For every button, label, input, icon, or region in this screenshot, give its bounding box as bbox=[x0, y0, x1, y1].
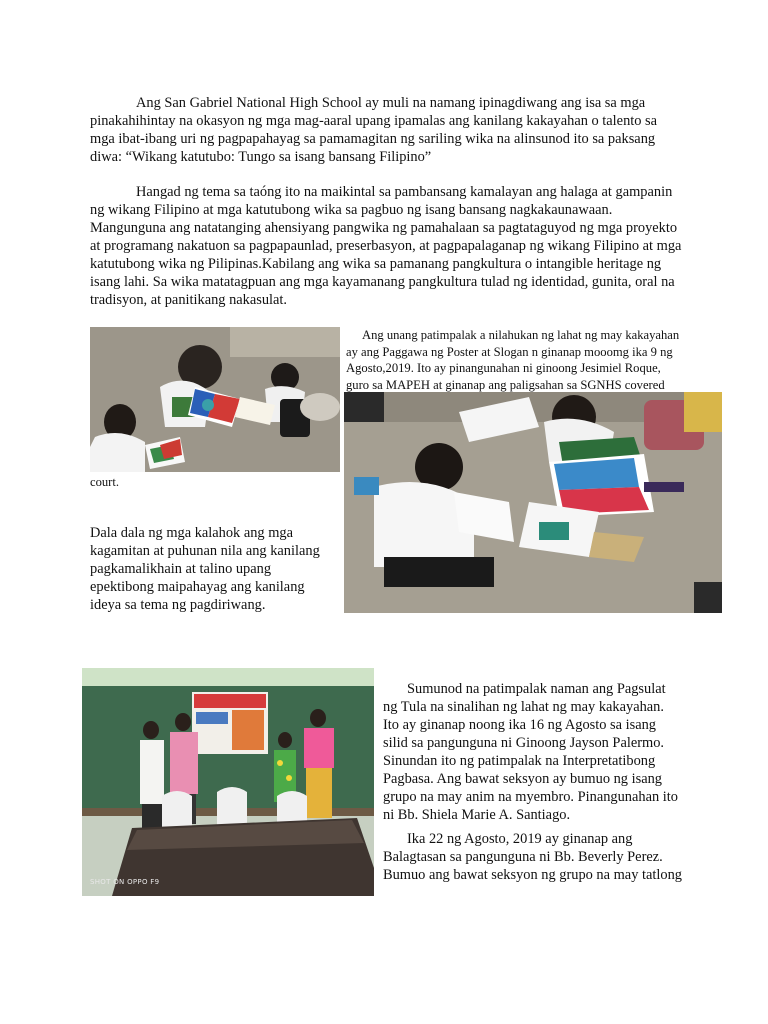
materials-paragraph: Dala dala ng mga kalahok ang mga kagamitan at puhunan nila ang kanilang pagkamalikhain at talino upang epektibong maipahayag ang kanilang ideya sa tema ng pagdiriwang. bbox=[90, 525, 320, 613]
poster-caption-continuation: court. bbox=[90, 475, 120, 489]
poster-contest-caption: Ang unang patimpalak a nilahukan ng lahat ng may kakayahan ay ang Paggawa ng Poster at Slogan n ginanap mooomg ika 9 ng Agosto,2019. Ito ay pinangunahan ni ginoong Jesimiel Roque, guro sa MAPEH at ginanap ang paligsahan sa SGNHS covered bbox=[346, 328, 680, 392]
photo-watermark: SHOT ON OPPO F9 bbox=[90, 878, 160, 886]
photo-poster-slogan-contest bbox=[344, 392, 722, 613]
tula-paragraph: Sumunod na patimpalak naman ang Pagsulat ng Tula na sinalihan ng lahat ng may kakayahan. Ito ay ginanap noong ika 16 ng Agosto sa isang silid sa pangunguna ni Ginoong Jayson Palermo. Sinundan ito ng patimpalak na Interpretatibong Pagbasa. Ang bawat seksyon ay bumuo ng isang grupo na may anim na myembro. Pinangunahan ito ni Bb. Shiela Marie A. Santiago. bbox=[383, 681, 678, 823]
intro-paragraph: Ang San Gabriel National High School ay muli na namang ipinagdiwang ang isa sa mga pinakahihintay na okasyon ng mga mag-aaral upang ipamalas ang kanilang kakayahan o talento sa mga ibat-ibang uri ng pagpapahayag sa pamamagitan ng sariling wika na alinsunod ito sa paksang diwa: “Wikang katutubo: Tungo sa isang bansang Filipino” bbox=[90, 95, 658, 165]
photo-students-making-posters bbox=[90, 327, 340, 472]
theme-paragraph: Hangad ng tema sa taóng ito na maikintal sa pambansang kamalayan ang halaga at gampanin ng wikang Filipino at mga katutubong wika sa pagbuo ng isang bansang nagkakaunawaan. Mangunguna ang natatanging ahensiyang pangwika ng pamahalaan sa pagtataguyod ng mga proyekto at programang nakatuon sa pagpapaunlad, preserbasyon, at pagpapalaganap ng wikang Filipino at mga katutubong wika ng Pilipinas.Kabilang ang wika sa pamanang pangkultura o intangible heritage ng isang lahi. Sa wika matatagpuan ang mga kayamanang pangkultura tulad ng identidad, gunita, oral na tradisyon, at panitikang nakasulat. bbox=[90, 184, 682, 308]
balagtasan-paragraph: Ika 22 ng Agosto, 2019 ay ginanap ang Balagtasan sa pangunguna ni Bb. Beverly Perez. Bumuo ang bawat seksyon ng grupo na may tatlong bbox=[383, 831, 682, 883]
photo-classroom-group bbox=[82, 668, 374, 896]
